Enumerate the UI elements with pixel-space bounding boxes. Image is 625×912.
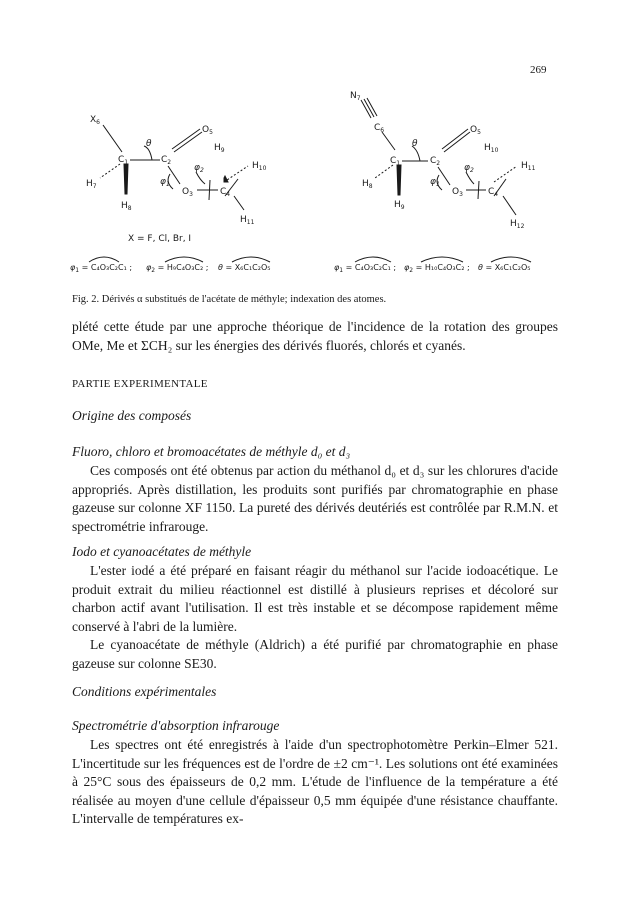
fluoro-heading: Fluoro, chloro et bromoacétates de méthyle d₀ et d₃	[72, 444, 351, 459]
angle-phi2: $\varphi_2$	[194, 163, 204, 174]
atom-c4: $C_4$	[488, 187, 499, 198]
substituent-note: X = F, Cl, Br, I	[128, 234, 192, 244]
atom-h11: $H_{11}$	[521, 161, 536, 172]
atom-h11: $H_{11}$	[240, 215, 255, 226]
atom-c4: $C_4$	[220, 187, 231, 198]
origin-heading: Origine des composés	[72, 408, 192, 423]
figure-2	[0, 0, 625, 310]
atom-c2: $C_2$	[161, 155, 172, 166]
angle-theta: θ	[146, 139, 152, 149]
atom-h9: $H_9$	[214, 143, 225, 154]
ir-heading: Spectrométrie d'absorption infrarouge	[72, 718, 280, 733]
iodo-heading: Iodo et cyanoacétates de méthyle	[72, 544, 252, 559]
definition-right-phi2: $\varphi_2 = H_{10}C_4O_3C_2$ ;	[404, 263, 470, 274]
atom-c1: $C_1$	[390, 156, 401, 167]
ir-paragraph: Les spectres ont été enregistrés à l'aide d'un spectrophotomètre Perkin–Elmer 521. L'incertitude sur les fréquences est de l'ordre de ±2 cm⁻¹. Les solutions ont été examinées à 25°C sous des épaisseurs de 0,2 mm. L'étude de l'influence de la température a été réalisée au moyen d'une cellule d'épaisseur 0,5 mm équipée d'une résistance chauffante. L'intervalle de températures ex-	[72, 737, 558, 826]
atom-h8: $H_8$	[362, 179, 373, 190]
fluoro-paragraph: Ces composés ont été obtenus par action du méthanol d₀ et d₃ sur les chlorures d'acide appropriés. Après distillation, les produits sont purifiés par chromatographie en phase gazeuse sur colonne XF 1150. La pureté des dérivés deutériés est contrôlée par R.M.N. et spectrométrie infrarouge.	[72, 463, 558, 534]
definition-left-theta: θ = X₆C₁C₂O₅	[218, 263, 271, 272]
iodo-paragraph-2: Le cyanoacétate de méthyle (Aldrich) a été purifié par chromatographie en phase gazeuse sur colonne SE30.	[72, 637, 558, 671]
section-heading: PARTIE EXPERIMENTALE	[72, 378, 208, 390]
conditions-heading: Conditions expérimentales	[72, 684, 217, 699]
atom-h8: $H_8$	[121, 201, 132, 212]
atom-h9: $H_9$	[394, 200, 405, 211]
angle-phi1: $\varphi_1$	[160, 177, 170, 188]
atom-c2: $C_2$	[430, 156, 441, 167]
atom-n7: $N_7$	[350, 91, 361, 102]
page-number: 269	[530, 64, 547, 76]
atom-o3: $O_3$	[182, 187, 193, 198]
atom-x6: $X_6$	[90, 115, 100, 126]
angle-phi2: $\varphi_2$	[464, 163, 474, 174]
atom-o5: $O_5$	[470, 125, 481, 136]
definition-right-phi1: $\varphi_1 = C_4O_3C_2C_1$ ;	[334, 263, 397, 274]
angle-theta: θ	[412, 139, 418, 149]
iodo-paragraph-1: L'ester iodé a été préparé en faisant réagir du méthanol sur l'acide iodoacétique. Le produit extrait du milieu réactionnel est distillé à plusieurs reprises et décoloré sur charbon actif avant l'utilisation. Il est très instable et se décompose rapidement même conservé à l'abri de la lumière.	[72, 563, 558, 634]
iodo-paragraphs	[72, 562, 558, 673]
atom-h7: $H_7$	[86, 179, 97, 190]
atom-o5: $O_5$	[202, 125, 213, 136]
intro-paragraph: plété cette étude par une approche théorique de l'incidence de la rotation des groupes OMe, Me et ΣCH₂ sur les énergies des dérivés fluorés, chlorés et cyanés.	[72, 319, 558, 353]
angle-phi1: $\varphi_1$	[430, 177, 440, 188]
atom-c1: $C_1$	[118, 155, 129, 166]
figure-caption: Fig. 2. Dérivés α substitués de l'acétate de méthyle; indexation des atomes.	[72, 294, 387, 305]
definition-left-phi2: $\varphi_2 = H_9C_4O_3C_2$ ;	[146, 263, 209, 274]
definition-right-theta: θ = X₆C₁C₂O₅	[478, 263, 531, 272]
atom-o3: $O_3$	[452, 187, 463, 198]
atom-h10: $H_{10}$	[252, 161, 267, 172]
atom-c6: $C_6$	[374, 123, 385, 134]
molecular-structures-diagram	[0, 0, 625, 290]
atom-h10: $H_{10}$	[484, 143, 499, 154]
definition-left-phi1: $\varphi_1 = C_4O_3C_2C_1$ ;	[70, 263, 133, 274]
atom-h12: $H_{12}$	[510, 219, 525, 230]
